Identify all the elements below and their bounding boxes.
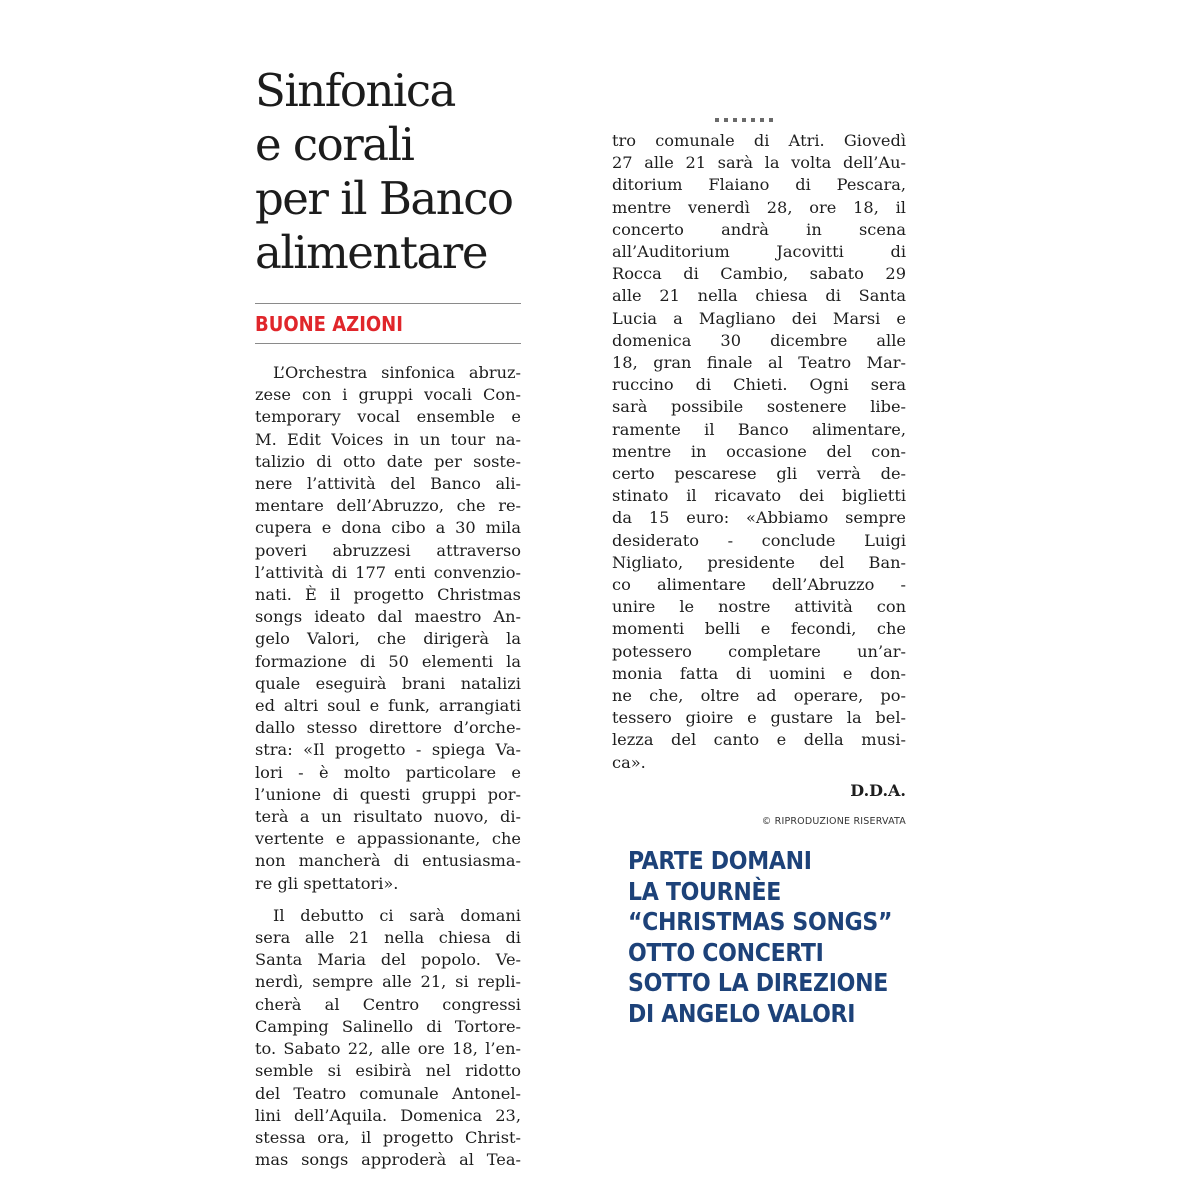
- body-text-line: L’Orchestra sinfonica abruz-: [273, 363, 521, 382]
- body-text-line: del Teatro comunale Antonel-: [255, 1083, 521, 1103]
- body-text-line: re gli spettatori».: [255, 873, 399, 893]
- body-text-line: unire le nostre attività con: [612, 597, 906, 617]
- headline-line: e corali: [255, 118, 414, 171]
- body-text-line: desiderato - conclude Luigi: [612, 530, 906, 550]
- headline: [255, 64, 555, 280]
- body-text-line: nati. È il progetto Christmas: [255, 585, 521, 605]
- body-text-line: domenica 30 dicembre alle: [612, 330, 906, 350]
- kicker-rule-top: [255, 303, 521, 304]
- body-text-line: ed altri soul e funk, arrangiati: [255, 696, 521, 716]
- body-text-line: all’Auditorium Jacovitti di: [612, 242, 906, 262]
- body-text-line: stinato il ricavato dei biglietti: [612, 486, 906, 506]
- body-text-line: ca».: [612, 752, 646, 772]
- body-text-line: certo pescarese gli verrà de-: [612, 464, 906, 484]
- body-text-line: concerto andrà in scena: [612, 219, 906, 239]
- author-signature: D.D.A.: [850, 781, 906, 800]
- body-text-line: sera alle 21 nella chiesa di: [255, 928, 521, 948]
- body-text-line: co alimentare dell’Abruzzo -: [612, 575, 906, 595]
- body-text-line: terà a un risultato nuovo, di-: [255, 807, 521, 827]
- body-text-line: cupera e dona cibo a 30 mila: [255, 518, 521, 538]
- body-text-line: 27 alle 21 sarà la volta dell’Au-: [612, 153, 906, 173]
- body-text-line: sarà possibile sostenere libe-: [612, 397, 906, 417]
- body-text-line: l’attività di 177 enti convenzio-: [255, 562, 521, 582]
- sidebar-callout: [628, 846, 918, 1030]
- copyright-notice: © RIPRODUZIONE RISERVATA: [761, 816, 906, 827]
- body-text-line: Il debutto ci sarà domani: [273, 905, 521, 925]
- body-text-line: temporary vocal ensemble e: [255, 407, 521, 427]
- body-text-line: momenti belli e fecondi, che: [612, 619, 906, 639]
- body-column-right: [612, 130, 906, 774]
- body-text-line: lori - è molto particolare e: [255, 762, 521, 782]
- body-text-line: quale eseguirà brani natalizi: [255, 673, 521, 693]
- body-text-line: Rocca di Cambio, sabato 29: [612, 264, 906, 284]
- body-text-line: ne che, oltre ad operare, po-: [612, 686, 906, 706]
- headline-line: alimentare: [255, 226, 487, 279]
- body-text-line: lezza del canto e della musi-: [612, 730, 906, 750]
- body-text-line: ditorium Flaiano di Pescara,: [612, 175, 906, 195]
- body-text-line: Camping Salinello di Tortore-: [255, 1016, 521, 1036]
- body-text-line: formazione di 50 elementi la: [255, 651, 521, 671]
- cut-off-text-fragment: [715, 114, 775, 122]
- body-text-line: poveri abruzzesi attraverso: [255, 540, 521, 560]
- body-text-line: stra: «Il progetto - spiega Va-: [255, 740, 521, 760]
- body-text-line: vertente e appassionante, che: [255, 829, 521, 849]
- body-text-line: Santa Maria del popolo. Ve-: [255, 950, 521, 970]
- body-text-line: Nigliato, presidente del Ban-: [612, 552, 906, 572]
- body-text-line: tessero gioire e gustare la bel-: [612, 708, 906, 728]
- kicker-rule-bottom: [255, 343, 521, 344]
- body-text-line: gelo Valori, che dirigerà la: [255, 629, 521, 649]
- body-text-line: Lucia a Magliano dei Marsi e: [612, 308, 906, 328]
- body-text-line: lini dell’Aquila. Domenica 23,: [255, 1105, 521, 1125]
- body-text-line: nere l’attività del Banco ali-: [255, 474, 521, 494]
- headline-line: per il Banco: [255, 172, 513, 225]
- sidebar-line: PARTE DOMANI: [628, 846, 812, 875]
- body-text-line: nerdì, sempre alle 21, si repli-: [255, 972, 521, 992]
- body-text-line: tro comunale di Atri. Giovedì: [612, 131, 906, 150]
- headline-line: Sinfonica: [255, 64, 455, 117]
- sidebar-line: DI ANGELO VALORI: [628, 998, 856, 1028]
- body-text-line: alle 21 nella chiesa di Santa: [612, 286, 906, 306]
- sidebar-line: “CHRISTMAS SONGS”: [628, 907, 893, 937]
- body-text-line: songs ideato dal maestro An-: [255, 607, 521, 627]
- body-text-line: ramente il Banco alimentare,: [612, 419, 906, 439]
- body-text-line: cherà al Centro congressi: [255, 994, 521, 1014]
- body-text-line: M. Edit Voices in un tour na-: [255, 429, 521, 449]
- body-text-line: potessero completare un’ar-: [612, 641, 906, 661]
- body-text-line: mentre venerdì 28, ore 18, il: [612, 197, 906, 217]
- body-text-line: l’unione di questi gruppi por-: [255, 784, 521, 804]
- section-kicker: BUONE AZIONI: [255, 312, 403, 336]
- body-text-line: semble si esibirà nel ridotto: [255, 1061, 521, 1081]
- body-text-line: ruccino di Chieti. Ogni sera: [612, 375, 906, 395]
- body-text-line: dallo stesso direttore d’orche-: [255, 718, 521, 738]
- sidebar-line: OTTO CONCERTI: [628, 937, 824, 967]
- body-text-line: zese con i gruppi vocali Con-: [255, 385, 521, 405]
- body-text-line: talizio di otto date per soste-: [255, 451, 521, 471]
- body-text-line: da 15 euro: «Abbiamo sempre: [612, 508, 906, 528]
- body-text-line: non mancherà di entusiasma-: [255, 851, 521, 871]
- sidebar-line: LA TOURNÈE: [628, 876, 781, 906]
- body-text-line: mentre in occasione del con-: [612, 441, 906, 461]
- body-text-line: mas songs approderà al Tea-: [255, 1150, 521, 1170]
- body-text-line: to. Sabato 22, alle ore 18, l’en-: [255, 1039, 521, 1059]
- body-text-line: monia fatta di uomini e don-: [612, 663, 906, 683]
- body-column-left: [255, 362, 521, 1171]
- sidebar-line: SOTTO LA DIREZIONE: [628, 968, 888, 998]
- body-text-line: 18, gran finale al Teatro Mar-: [612, 353, 906, 373]
- body-text-line: mentare dell’Abruzzo, che re-: [255, 496, 521, 516]
- body-text-line: stessa ora, il progetto Christ-: [255, 1127, 521, 1147]
- paragraph-gap: [255, 895, 521, 905]
